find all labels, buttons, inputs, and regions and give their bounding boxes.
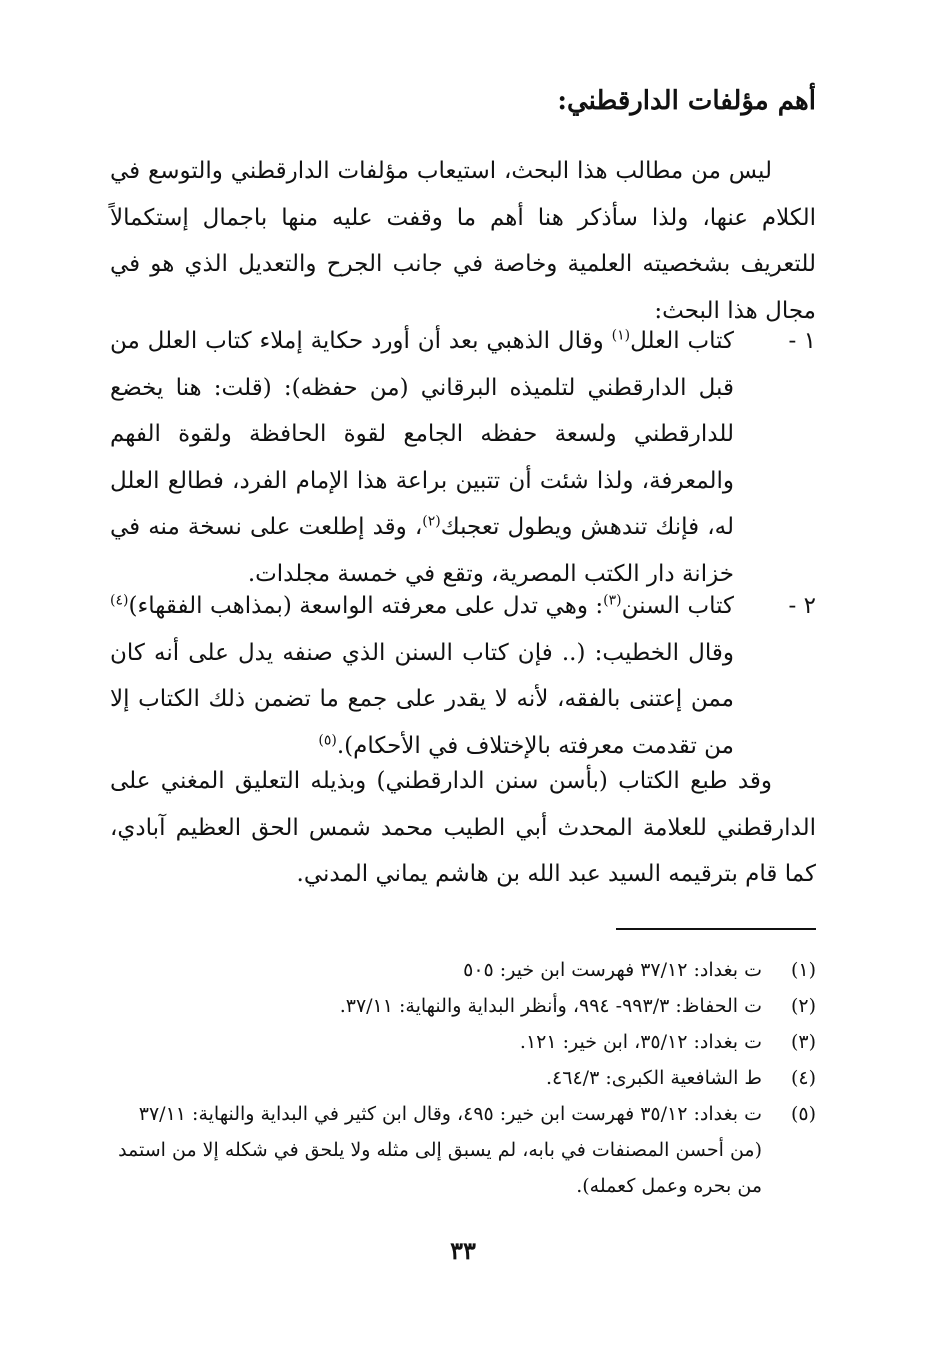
footnote — [110, 1096, 816, 1204]
footnote-number: (١) — [790, 959, 816, 981]
footnote-text: ط الشافعية الكبرى: ٤٦٤/٣. — [546, 1067, 762, 1089]
item-text: وقال الذهبي بعد أن أورد حكاية إملاء كتاب العلل من قبل الدارقطني لتلميذه البرقاني (من حفظه): (قلت: هنا يخضع للدارقطني ولسعة حفظه الجامع لقوة الحافظة ولقوة الفهم والمعرفة، ولذا شئت أن تتبين براعة هذا الإمام الفرد، فطالع العلل له، فإنك تندهش ويطول تعجبك — [110, 328, 734, 540]
item-number: ١ - — [788, 328, 816, 354]
footnote-ref: (٤) — [110, 592, 129, 609]
item-body — [110, 583, 734, 769]
closing-paragraph: وقد طبع الكتاب (بأسن سنن الدارقطني) وبذيله التعليق المغني على الدارقطني للعلامة المحدث أبي الطيب محمد شمس الحق العظيم آبادي، كما قام بترقيمه السيد عبد الله بن هاشم يماني المدني. — [110, 768, 816, 887]
item-body — [110, 318, 734, 597]
item-title: كتاب السنن — [621, 593, 734, 619]
footnote — [110, 988, 816, 1024]
footnote-separator — [616, 928, 816, 930]
footnote-text: ت الحفاظ: ٩٩٣/٣- ٩٩٤، وأنظر البداية والنهاية: ٣٧/١١. — [339, 995, 762, 1017]
footnote-ref: (٣) — [603, 592, 622, 609]
list-item — [110, 583, 816, 769]
item-number: ٢ - — [788, 593, 816, 619]
list-item — [110, 318, 816, 597]
footnote-ref: (٥) — [318, 731, 337, 748]
footnote-text: ت بغداد: ٣٥/١٢ فهرست ابن خير: ٤٩٥، وقال ابن كثير في البداية والنهاية: ٣٧/١١ (من أحسن المصنفات في بابه، لم يسبق إلى مثله ولا يلحق في شكله إلا من استمد من بحره وعمل كعمله). — [118, 1103, 762, 1197]
footnote-number: (٤) — [790, 1067, 816, 1089]
footnote-ref: (١) — [611, 327, 631, 344]
footnote-text: ت بغداد: ٣٥/١٢، ابن خير: ١٢١. — [519, 1031, 762, 1053]
footnote-text: ت بغداد: ٣٧/١٢ فهرست ابن خير: ٥٠٥ — [463, 959, 762, 981]
footnote-number: (٥) — [790, 1103, 816, 1125]
footnote-ref: (٢) — [422, 513, 441, 530]
section-heading: أهم مؤلفات الدارقطني: — [557, 86, 816, 116]
footnote-number: (٢) — [790, 995, 816, 1017]
footnote — [110, 1024, 816, 1060]
page-number: ٣٣ — [450, 1236, 476, 1265]
footnote — [110, 952, 816, 988]
item-text: : وهي تدل على معرفته الواسعة (بمذاهب الفقهاء) — [128, 593, 604, 619]
item-text: ، وقد إطلعت على نسخة منه في خزانة دار الكتب المصرية، وتقع في خمسة مجلدات. — [110, 514, 734, 587]
document-page — [110, 0, 816, 1365]
intro-paragraph: ليس من مطالب هذا البحث، استيعاب مؤلفات الدارقطني والتوسع في الكلام عنها، ولذا سأذكر هنا أهم ما وقفت عليه منها باجمال إستكمالاً للتعريف بشخصيته العلمية وخاصة في جانب الجرح والتعديل الذي هو في مجال هذا البحث: — [110, 158, 816, 324]
footnote-number: (٣) — [790, 1031, 816, 1053]
item-title: كتاب العلل — [630, 328, 734, 354]
footnote — [110, 1060, 816, 1096]
item-text: وقال الخطيب: (.. فإن كتاب السنن الذي صنفه يدل على أنه كان ممن إعتنى بالفقه، لأنه لا يقدر على جمع ما تضمن ذلك الكتاب إلا من تقدمت معرفته بالإختلاف في الأحكام). — [110, 639, 734, 759]
